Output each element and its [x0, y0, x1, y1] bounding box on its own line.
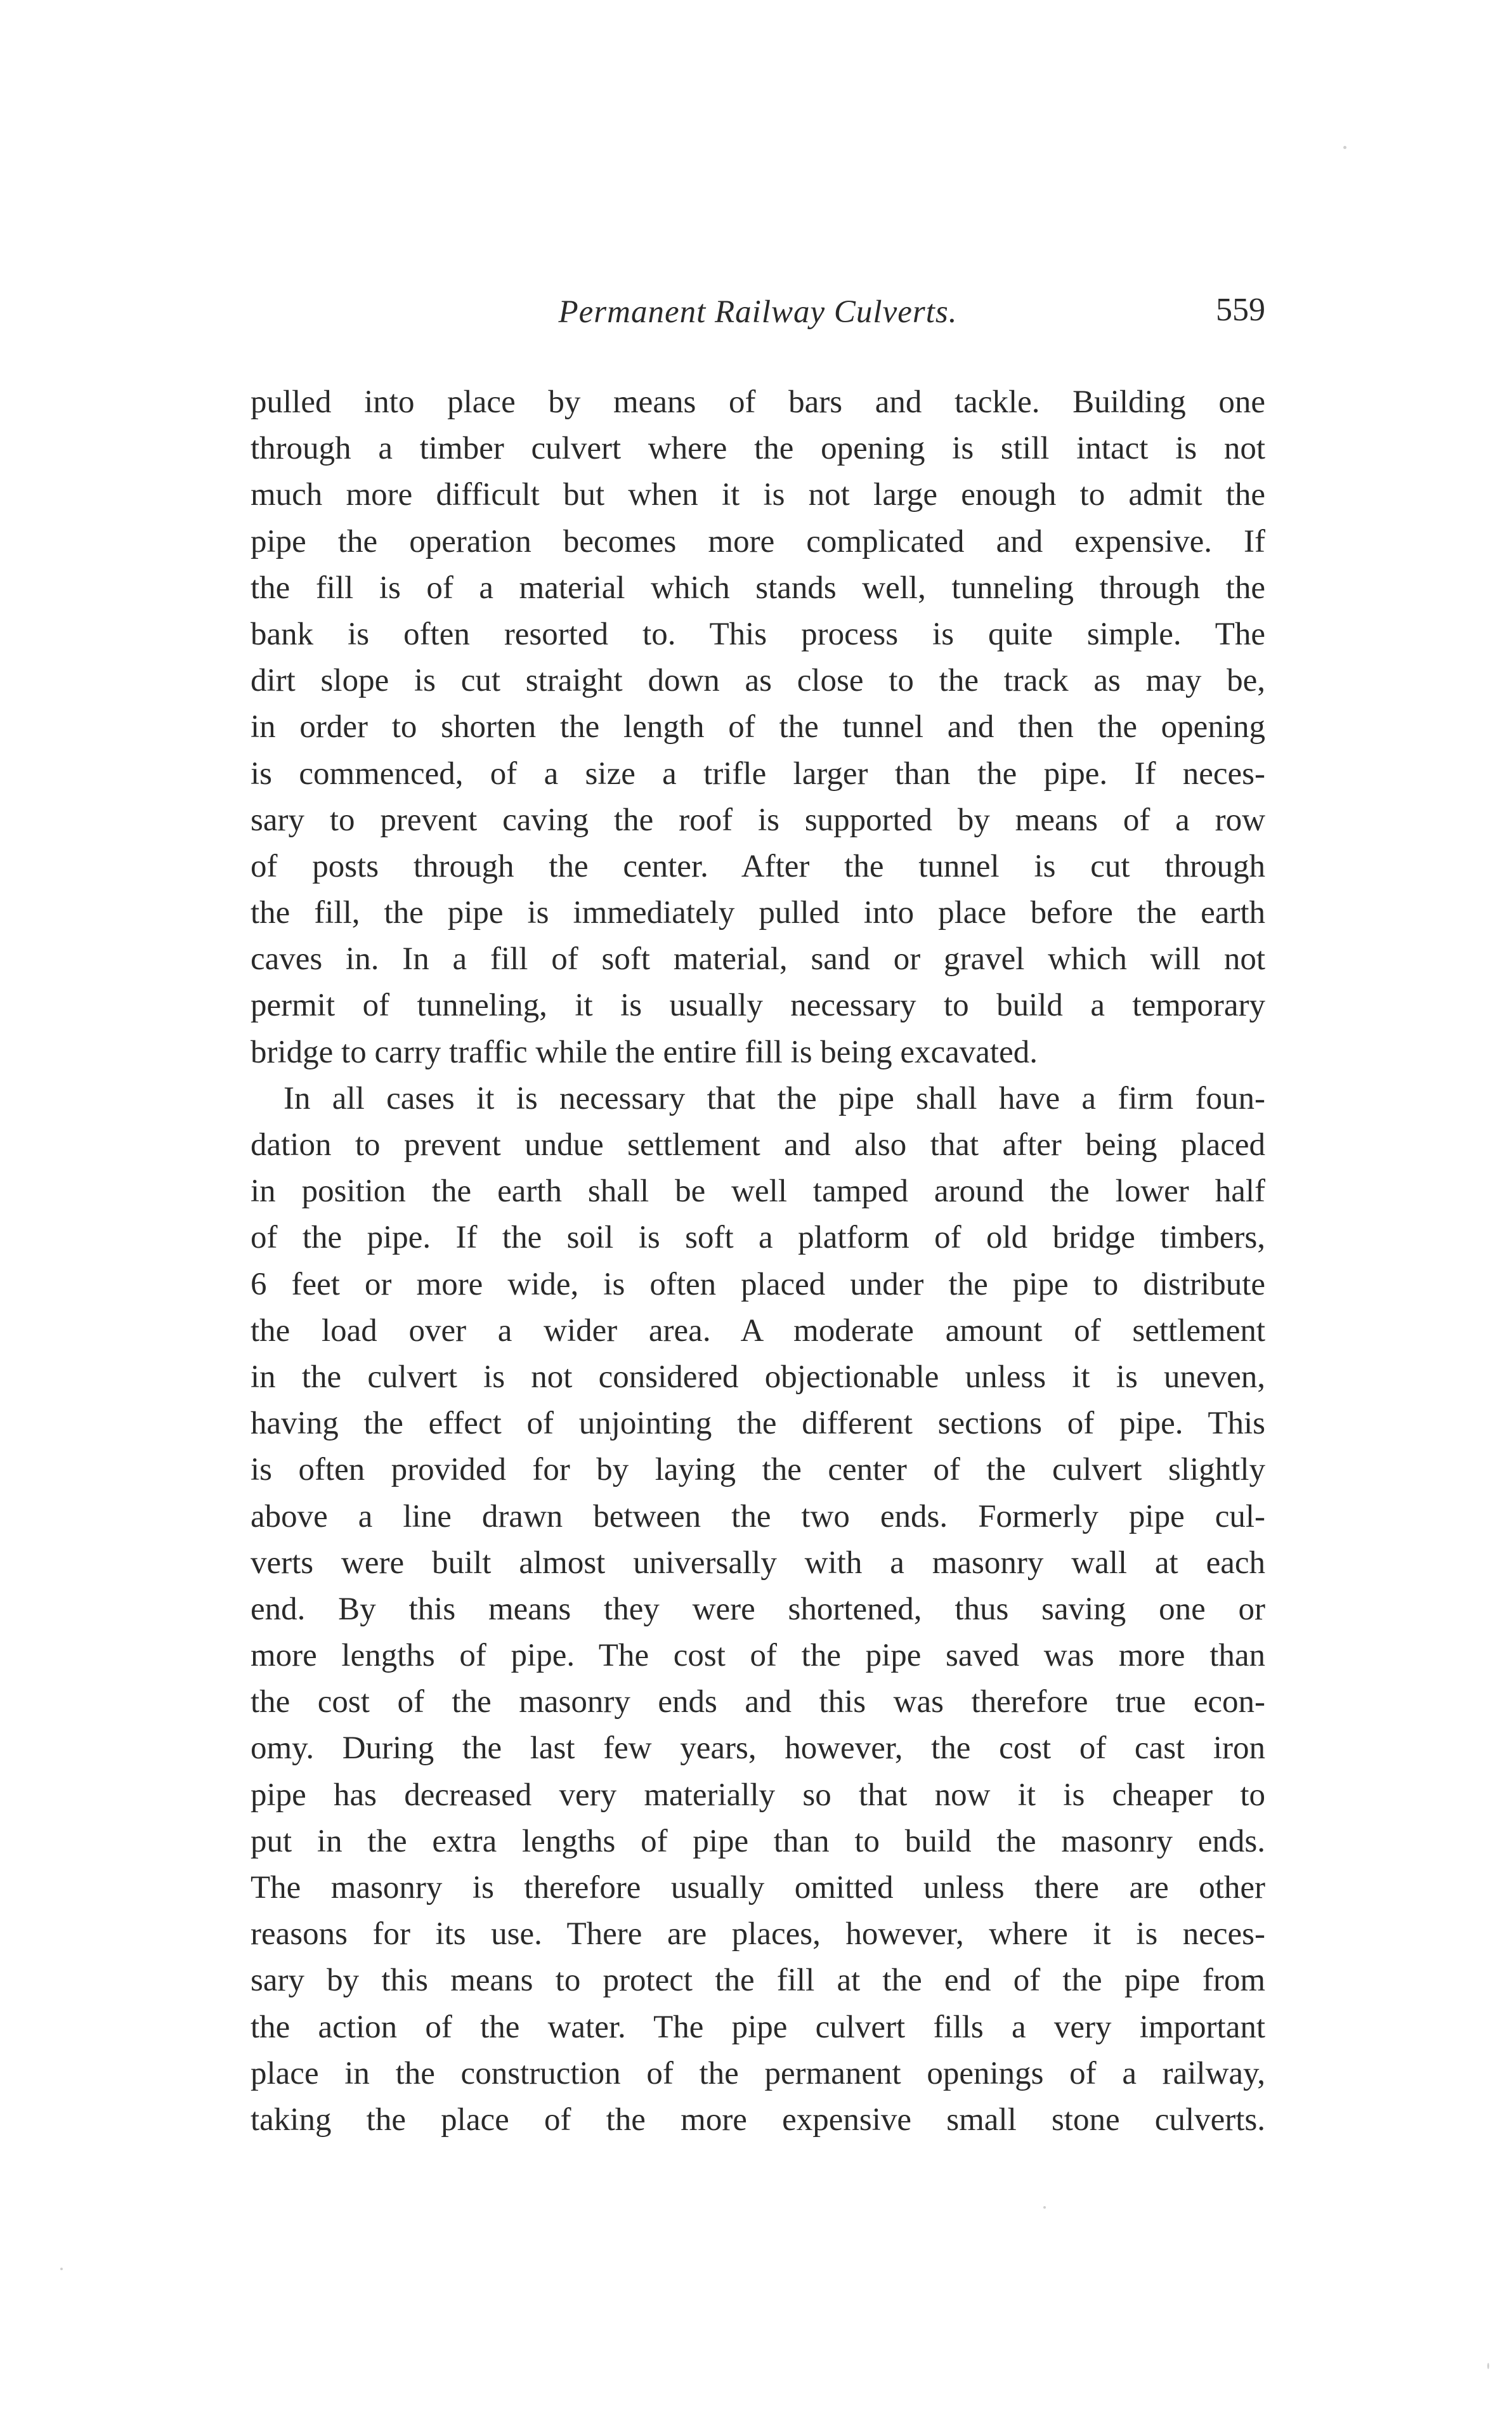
text-line: in order to shorten the length of the tunnel and then the opening	[251, 709, 1265, 745]
text-line: pipe has decreased very materially so that now it is cheaper to	[251, 1777, 1265, 1813]
text-line: omy. During the last few years, however, the cost of cast iron	[251, 1730, 1265, 1767]
text-line: put in the extra lengths of pipe than to build the masonry ends.	[251, 1823, 1265, 1859]
text-line: the cost of the masonry ends and this was therefore true econ-	[251, 1684, 1265, 1720]
text-line: bank is often resorted to. This process is quite simple. The	[251, 616, 1265, 652]
text-line: the action of the water. The pipe culvert fills a very important	[251, 2009, 1265, 2045]
text-line: end. By this means they were shortened, thus saving one or	[251, 1591, 1265, 1627]
text-line: the load over a wider area. A moderate amount of settlement	[251, 1312, 1265, 1349]
text-line: dation to prevent undue settlement and also that after being placed	[251, 1127, 1265, 1163]
text-line: taking the place of the more expensive small stone culverts.	[251, 2101, 1265, 2138]
text-line: pulled into place by means of bars and tackle. Building one	[251, 384, 1265, 420]
text-line: through a timber culvert where the opening is still intact is not	[251, 431, 1265, 467]
text-line: permit of tunneling, it is usually necessary to build a temporary	[251, 988, 1265, 1024]
paragraph-end-line: bridge to carry traffic while the entire fill is being excavated.	[251, 1034, 1038, 1070]
page-number: 559	[1216, 292, 1265, 328]
text-line: of posts through the center. After the tunnel is cut through	[251, 848, 1265, 884]
text-line: place in the construction of the permanent openings of a railway,	[251, 2055, 1265, 2091]
text-line: caves in. In a fill of soft material, sand or gravel which will not	[251, 941, 1265, 977]
text-line: dirt slope is cut straight down as close to the track as may be,	[251, 663, 1265, 699]
text-line: verts were built almost universally with a masonry wall at each	[251, 1545, 1265, 1581]
paper-speck	[60, 2268, 63, 2270]
paper-speck	[1343, 146, 1346, 149]
text-line: is commenced, of a size a trifle larger than the pipe. If neces-	[251, 755, 1265, 792]
text-line: sary to prevent caving the roof is supported by means of a row	[251, 802, 1265, 838]
text-line: The masonry is therefore usually omitted unless there are other	[251, 1870, 1265, 1905]
text-line: reasons for its use. There are places, however, where it is neces-	[251, 1916, 1265, 1952]
text-line: pipe the operation becomes more complicated and expensive. If	[251, 523, 1265, 559]
paper-speck	[1043, 2206, 1046, 2209]
text-line: 6 feet or more wide, is often placed under the pipe to distribute	[251, 1266, 1265, 1302]
text-line: above a line drawn between the two ends. Formerly pipe cul-	[251, 1498, 1265, 1534]
paragraph-start-line: In all cases it is necessary that the pipe shall have a firm foun-	[284, 1080, 1265, 1116]
text-line: sary by this means to protect the fill at the end of the pipe from	[251, 1963, 1265, 1999]
running-title: Permanent Railway Culverts.	[558, 294, 958, 330]
text-line: much more difficult but when it is not large enough to admit the	[251, 477, 1265, 513]
text-line: the fill, the pipe is immediately pulled into place before the earth	[251, 895, 1265, 931]
body-text	[251, 379, 1265, 2143]
text-line: in position the earth shall be well tamped around the lower half	[251, 1173, 1265, 1210]
text-line: more lengths of pipe. The cost of the pipe saved was more than	[251, 1638, 1265, 1674]
page-header	[251, 289, 1265, 339]
text-line: in the culvert is not considered objectionable unless it is uneven,	[251, 1359, 1265, 1395]
text-line: having the effect of unjointing the different sections of pipe. This	[251, 1406, 1265, 1442]
text-line: is often provided for by laying the center of the culvert slightly	[251, 1452, 1265, 1488]
text-line: of the pipe. If the soil is soft a platform of old bridge timbers,	[251, 1220, 1265, 1256]
text-line: the fill is of a material which stands well, tunneling through the	[251, 570, 1265, 606]
paper-speck	[1487, 2363, 1489, 2369]
